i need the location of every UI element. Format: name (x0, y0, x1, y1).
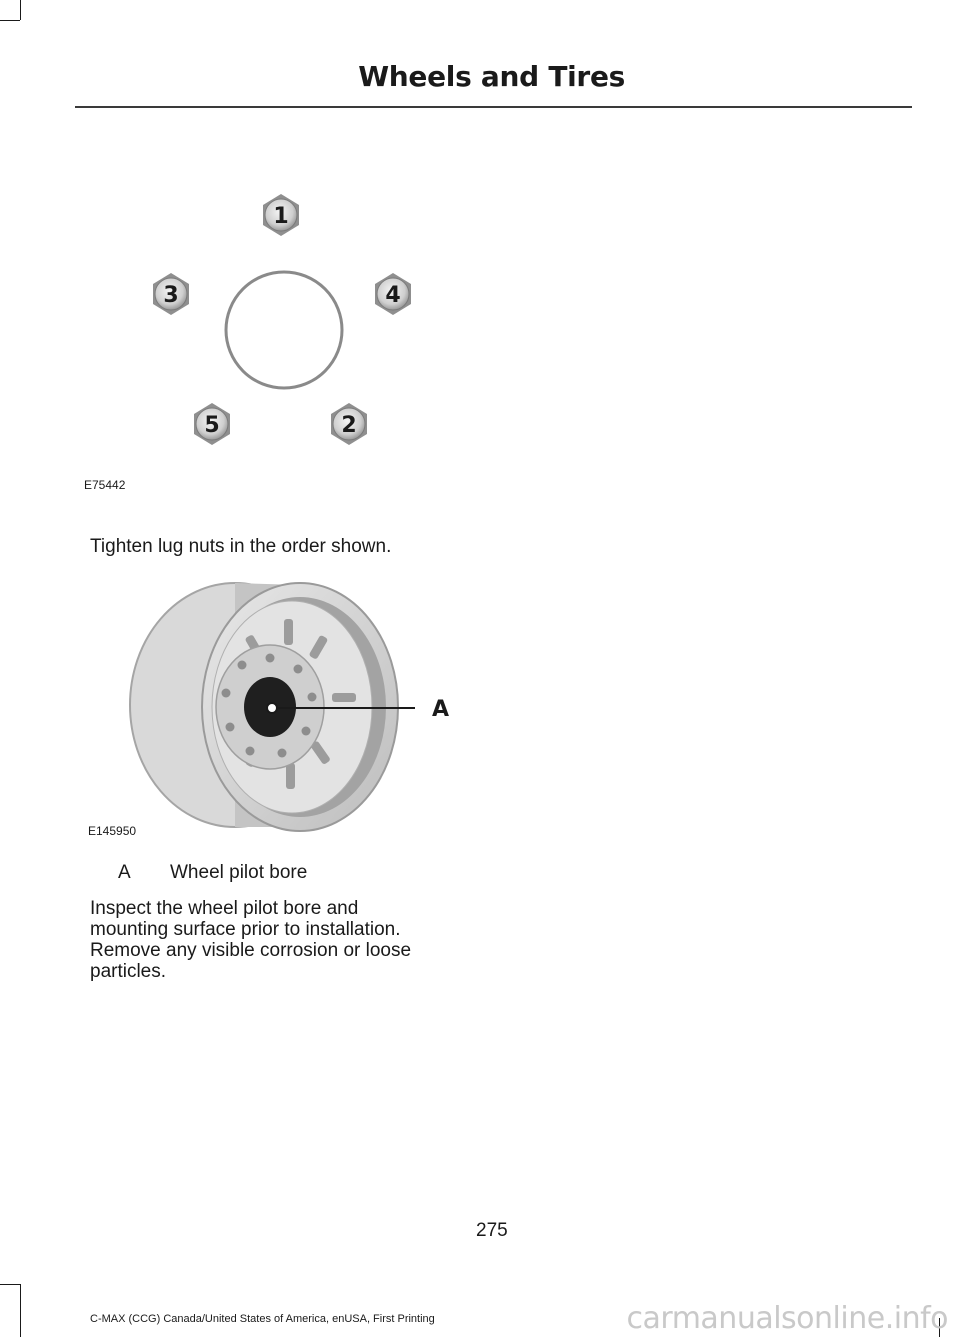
lug-nut-label-1: 1 (273, 204, 289, 229)
crop-mark-bottom-left-h (0, 1284, 20, 1285)
page-number: 275 (476, 1220, 508, 1241)
lug-nut-label-3: 3 (163, 283, 179, 308)
wheel-pilot-bore-diagram (110, 575, 470, 845)
lug-nut-1 (263, 194, 299, 236)
crop-mark-bottom-left-v (20, 1284, 21, 1337)
page-title: Wheels and Tires (358, 60, 625, 93)
header-rule (75, 106, 912, 108)
body-paragraph (90, 898, 411, 982)
lug-nut-label-2: 2 (341, 413, 357, 438)
footer-text: C-MAX (CCG) Canada/United States of America, enUSA, First Printing (90, 1313, 435, 1325)
wheel-hub-circle (226, 272, 342, 388)
lug-nut-label-4: 4 (385, 283, 401, 308)
figure-code-e145950: E145950 (88, 824, 137, 838)
body-line: particles. (90, 961, 167, 982)
body-line: mounting surface prior to installation. (90, 919, 401, 940)
lug-nut-label-5: 5 (204, 413, 220, 438)
lug-nut-order-diagram (70, 170, 530, 530)
legend-text: Wheel pilot bore (170, 862, 308, 883)
crop-mark-top-left-v (20, 0, 21, 20)
instruction-text: Tighten lug nuts in the order shown. (90, 536, 392, 557)
lug-nut-5 (194, 403, 230, 445)
lug-nut-3 (153, 273, 189, 315)
watermark: carmanualsonline.info (626, 1301, 948, 1336)
legend-key: A (118, 862, 131, 883)
callout-a: A (432, 697, 450, 722)
body-line: Inspect the wheel pilot bore and (90, 898, 359, 919)
lug-nut-2 (331, 403, 367, 445)
lug-nut-4 (375, 273, 411, 315)
crop-mark-top-left-h (0, 20, 20, 21)
body-line: Remove any visible corrosion or loose (90, 940, 412, 961)
figure-code-e75442: E75442 (84, 478, 126, 492)
